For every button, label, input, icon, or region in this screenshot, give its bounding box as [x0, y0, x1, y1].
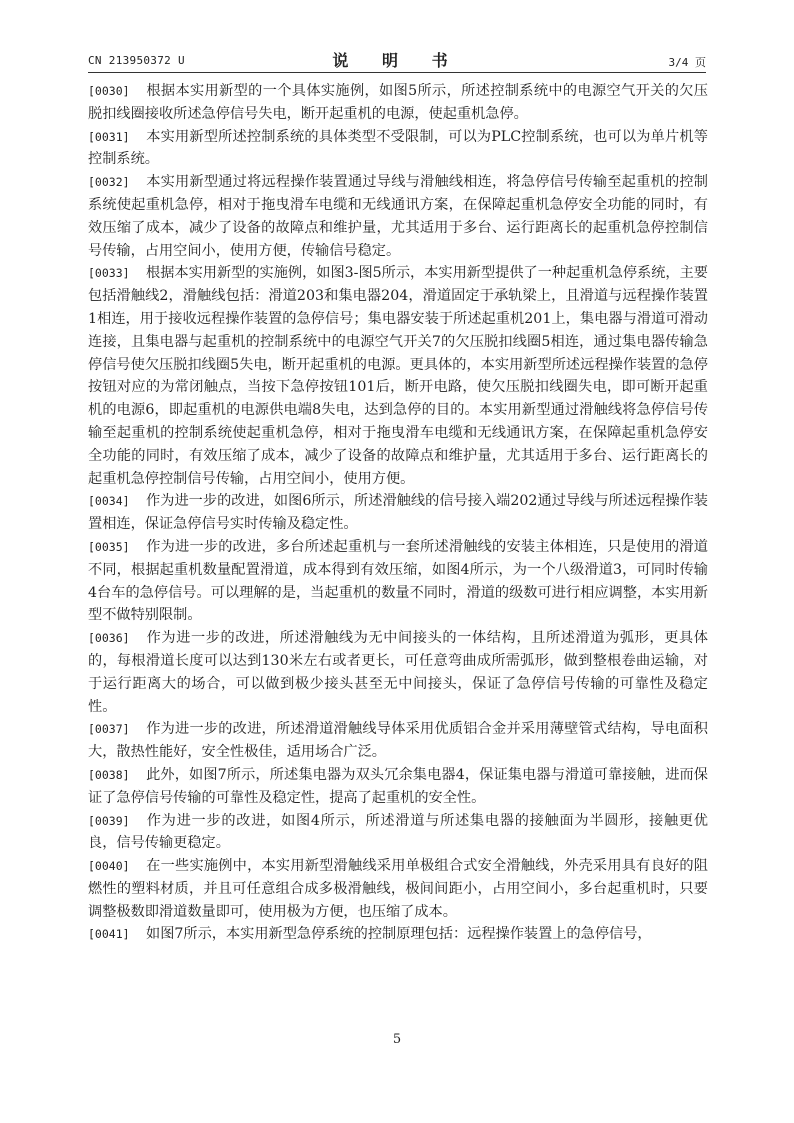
- header-rule: [88, 72, 706, 73]
- paragraph: [88, 80, 708, 126]
- paragraph-text: 作为进一步的改进，所述滑道滑触线导体采用优质铝合金并采用薄壁管式结构，导电面积大，散热性能好，安全性极佳，适用场合广泛。: [88, 721, 708, 761]
- page-header: [88, 48, 706, 72]
- paragraph-number: [0033]: [88, 266, 130, 281]
- doc-title: 说 明 书: [332, 51, 462, 70]
- paragraph-number: [0031]: [88, 129, 130, 144]
- paragraph-number: [0032]: [88, 175, 130, 190]
- paragraph: [88, 126, 708, 172]
- paragraph: [88, 627, 708, 718]
- paragraph: [88, 764, 708, 810]
- paragraph: [88, 923, 708, 946]
- paragraph: [88, 262, 708, 490]
- paragraph-text: 在一些实施例中，本实用新型滑触线采用单极组合式安全滑触线，外壳采用具有良好的阻燃性的塑料材质，并且可任意组合成多极滑触线，极间间距小，占用空间小，多台起重机时，只要调整极数即滑道数量即可，使用极为方便，也压缩了成本。: [88, 858, 708, 920]
- paragraph-number: [0038]: [88, 767, 130, 782]
- doc-number: CN 213950372 U: [88, 54, 185, 67]
- paragraph-text: 作为进一步的改进，所述滑触线为无中间接头的一体结构，且所述滑道为弧形，更具体的，每根滑道长度可以达到130米左右或者更长，可任意弯曲成所需弧形，做到整根卷曲运输，对于运行距离大的场合，可以做到极少接头甚至无中间接头，保证了急停信号传输的可靠性及稳定性。: [88, 630, 708, 715]
- paragraph-number: [0034]: [88, 494, 130, 509]
- paragraph-text: 本实用新型通过将远程操作装置通过导线与滑触线相连，将急停信号传输至起重机的控制系统使起重机急停，相对于拖曳滑车电缆和无线通讯方案，在保障起重机急停安全功能的同时，有效压缩了成本，减少了设备的故障点和维护量，尤其适用于多台、运行距离长的起重机急停控制信号传输，占用空间小，使用方便，传输信号稳定。: [88, 174, 708, 259]
- paragraph-number: [0035]: [88, 539, 130, 554]
- page-of: 3/4 页: [668, 56, 706, 69]
- paragraph: [88, 718, 708, 764]
- paragraph: [88, 855, 708, 923]
- paragraph: [88, 490, 708, 536]
- paragraph-number: [0030]: [88, 84, 130, 98]
- paragraph-number: [0039]: [88, 813, 130, 828]
- paragraph-text: 作为进一步的改进，如图6所示，所述滑触线的信号接入端202通过导线与所述远程操作装置相连，保证急停信号实时传输及稳定性。: [88, 493, 708, 533]
- paragraph-text: 此外，如图7所示，所述集电器为双头冗余集电器4，保证集电器与滑道可靠接触，进而保证了急停信号传输的可靠性及稳定性，提高了起重机的安全性。: [88, 766, 708, 806]
- body-text: [88, 80, 708, 946]
- paragraph-number: [0040]: [88, 859, 130, 874]
- page-number: 5: [392, 1032, 402, 1047]
- paragraph: [88, 810, 708, 856]
- paragraph-text: 作为进一步的改进，多台所述起重机与一套所述滑触线的安装主体相连，只是使用的滑道不同，根据起重机数量配置滑道，成本得到有效压缩，如图4所示，为一个八级滑道3，可同时传输4台车的急停信号。可以理解的是，当起重机的数量不同时，滑道的级数可进行相应调整，本实用新型不做特别限制。: [88, 538, 708, 624]
- paragraph-text: 作为进一步的改进，如图4所示，所述滑道与所述集电器的接触面为半圆形，接触更优良，信号传输更稳定。: [88, 812, 708, 852]
- paragraph-number: [0037]: [88, 722, 130, 737]
- paragraph-number: [0036]: [88, 631, 130, 646]
- paragraph-text: 根据本实用新型的一个具体实施例，如图5所示，所述控制系统中的电源空气开关的欠压脱扣线圈接收所述急停信号失电，断开起重机的电源，使起重机急停。: [88, 83, 708, 122]
- paragraph-text: 根据本实用新型的实施例，如图3-图5所示，本实用新型提供了一种起重机急停系统，主要包括滑触线2，滑触线包括：滑道203和集电器204，滑道固定于承轨梁上，且滑道与远程操作装置1相连，用于接收远程操作装置的急停信号；集电器安装于所述起重机201上，集电器与滑道可滑动连接，且集电器与起重机的控制系统中的电源空气开关7的欠压脱扣线圈5相连，通过集电器传输急停信号使欠压脱扣线圈5失电，断开起重机的电源。更具体的，本实用新型所述远程操作装置的急停按钮对应的为常闭触点，当按下急停按钮101后，断开电路，使欠压脱扣线圈失电，即可断开起重机的电源6，即起重机的电源供电端8失电，达到急停的目的。本实用新型通过滑触线将急停信号传输至起重机的控制系统使起重机急停，相对于拖曳滑车电缆和无线通讯方案，在保障起重机急停安全功能的同时，有效压缩了成本，减少了设备的故障点和维护量，尤其适用于多台、运行距离长的起重机急停控制信号传输，占用空间小，使用方便。: [88, 265, 708, 487]
- paragraph-text: 如图7所示，本实用新型急停系统的控制原理包括：远程操作装置上的急停信号，: [146, 926, 652, 943]
- paragraph-number: [0041]: [88, 927, 130, 942]
- paragraph: [88, 171, 708, 262]
- paragraph-text: 本实用新型所述控制系统的具体类型不受限制，可以为PLC控制系统，也可以为单片机等控制系统。: [88, 128, 708, 168]
- paragraph: [88, 536, 708, 627]
